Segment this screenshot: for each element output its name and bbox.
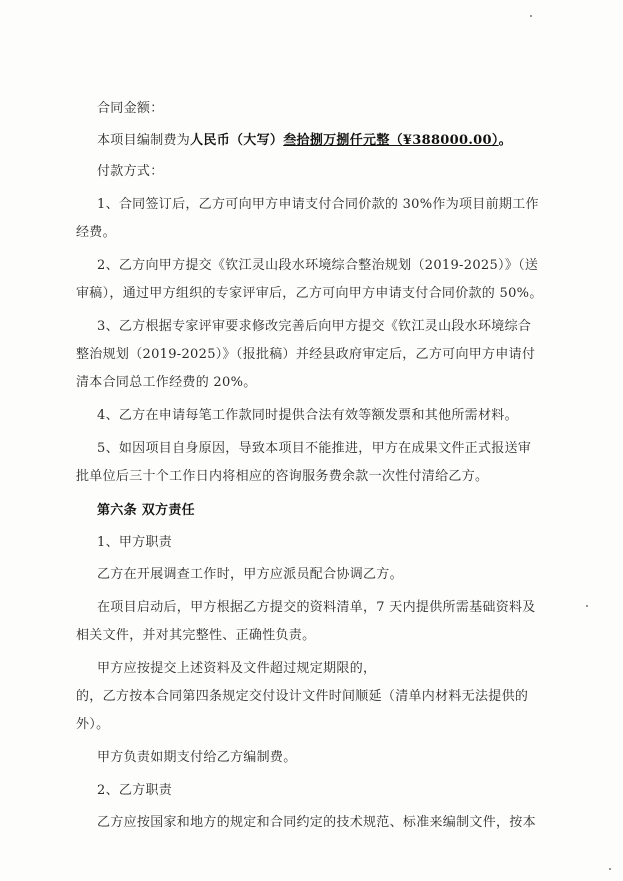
party-b-duty-1-line-1: 乙方应按国家和地方的规定和合同约定的技术规范、标准来编制文件，按本 xyxy=(97,815,536,830)
payment-item-4: 4、乙方在申请每笔工作款同时提供合法有效等额发票和其他所需材料。 xyxy=(97,408,518,423)
contract-amount-label: 合同金额： xyxy=(97,101,164,116)
contract-fee-line xyxy=(97,127,533,155)
scan-speck xyxy=(609,868,611,870)
fee-currency: 人民币（大写） xyxy=(190,133,284,148)
payment-item-2-line-1: 2、乙方向甲方提交《钦江灵山段水环境综合整治规划（2019-2025）》（送 xyxy=(97,258,539,273)
party-a-duty-1: 乙方在开展调查工作时，甲方应派员配合协调乙方。 xyxy=(97,567,403,582)
party-a-duty-3-line-3: 外）。 xyxy=(76,717,110,732)
payment-item-3-line-3: 清本合同总工作经费的 20%。 xyxy=(76,375,257,390)
fee-end: 。 xyxy=(498,133,512,148)
payment-label: 付款方式： xyxy=(97,164,164,179)
payment-item-2-line-2: 审稿），通过甲方组织的专家评审后，乙方可向甲方申请支付合同价款的 50%。 xyxy=(76,286,543,301)
payment-item-1-line-1: 1、合同签订后，乙方可向甲方申请支付合同价款的 30%作为项目前期工作 xyxy=(97,197,539,212)
scan-speck xyxy=(530,15,532,17)
payment-item-3-line-1: 3、乙方根据专家评审要求修改完善后向甲方提交《钦江灵山段水环境综合 xyxy=(97,319,532,334)
fee-prefix: 本项目编制费为 xyxy=(97,133,191,148)
payment-item-3-line-2: 整治规划（2019-2025）》（报批稿）并经县政府审定后，乙方可向甲方申请付 xyxy=(76,347,536,362)
party-a-duty-2-line-1: 在项目启动后，甲方根据乙方提交的资料清单，7 天内提供所需基础资料及 xyxy=(97,600,536,615)
fee-amount: 叁拾捌万捌仟元整（¥388000.00） xyxy=(283,133,499,148)
payment-item-5-line-2: 批单位后三十个工作日内将相应的咨询服务费余款一次性付清给乙方。 xyxy=(76,469,489,484)
party-a-duty-4: 甲方负责如期支付给乙方编制费。 xyxy=(97,750,297,765)
article-6-heading: 第六条 双方责任 xyxy=(97,503,195,518)
party-a-duty-3-line-1: 甲方应按提交上述资料及文件超过规定期限的， xyxy=(97,661,377,676)
party-a-duties-title: 1、甲方职责 xyxy=(97,535,173,550)
party-a-duty-3-line-2: 的，乙方按本合同第四条规定交付设计文件时间顺延（清单内材料无法提供的 xyxy=(76,689,529,704)
party-a-duty-2-line-2: 相关文件，并对其完整性、正确性负责。 xyxy=(76,628,316,643)
party-b-duties-title: 2、乙方职责 xyxy=(97,783,173,798)
payment-item-1-line-2: 经费。 xyxy=(76,225,116,240)
payment-item-5-line-1: 5、如因项目自身原因，导致本项目不能推进，甲方在成果文件正式报送审 xyxy=(97,441,532,456)
scan-speck xyxy=(586,605,588,607)
